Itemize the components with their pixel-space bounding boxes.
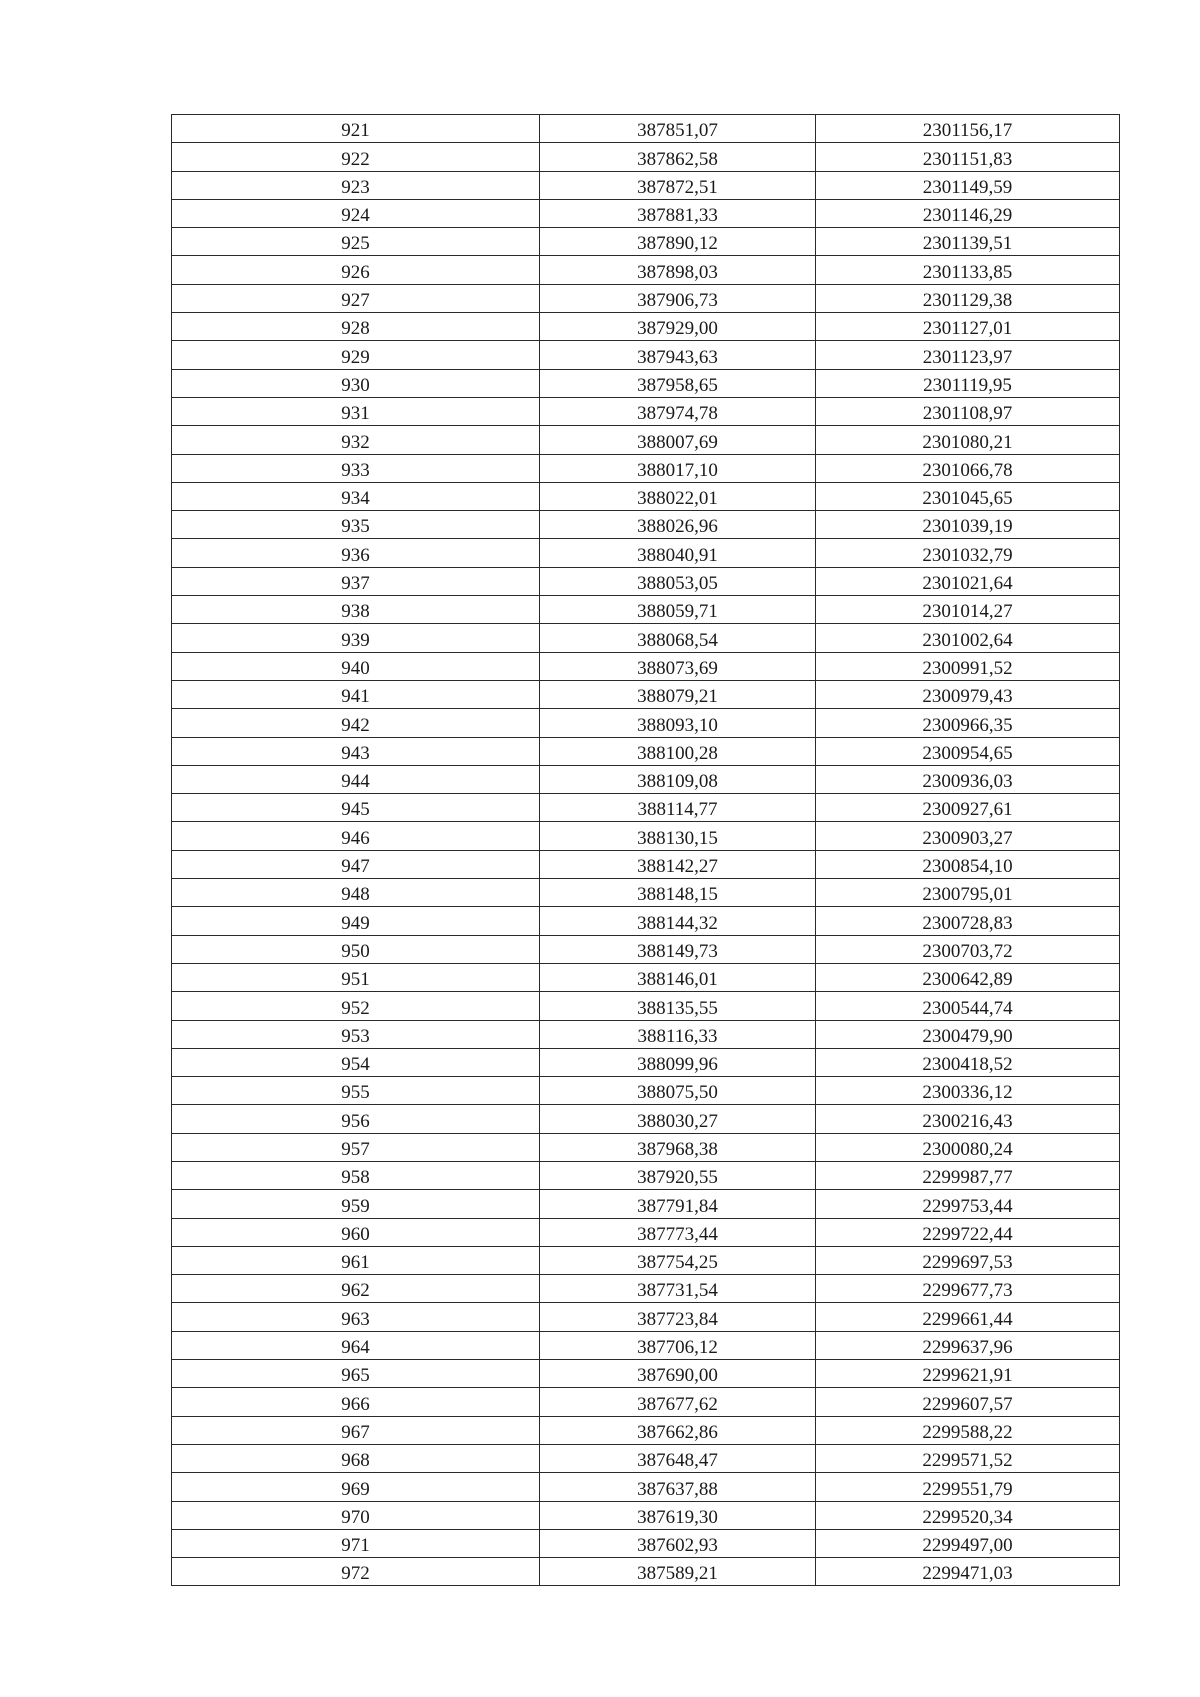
table-row	[172, 794, 1120, 822]
point-number-cell: 947	[172, 850, 540, 878]
table-row	[172, 935, 1120, 963]
y-coordinate-cell: 2301156,17	[816, 115, 1120, 143]
y-coordinate-cell: 2301045,65	[816, 482, 1120, 510]
x-coordinate-cell: 387906,73	[540, 284, 816, 312]
y-coordinate-cell: 2299987,77	[816, 1161, 1120, 1189]
x-coordinate-cell: 387648,47	[540, 1444, 816, 1472]
table-row	[172, 313, 1120, 341]
table-row	[172, 1020, 1120, 1048]
y-coordinate-cell: 2300854,10	[816, 850, 1120, 878]
x-coordinate-cell: 387731,54	[540, 1275, 816, 1303]
point-number-cell: 928	[172, 313, 540, 341]
table-row	[172, 1275, 1120, 1303]
y-coordinate-cell: 2301021,64	[816, 567, 1120, 595]
point-number-cell: 951	[172, 963, 540, 991]
y-coordinate-cell: 2300080,24	[816, 1133, 1120, 1161]
table-row	[172, 426, 1120, 454]
table-row	[172, 199, 1120, 227]
table-row	[172, 879, 1120, 907]
x-coordinate-cell: 387851,07	[540, 115, 816, 143]
y-coordinate-cell: 2300927,61	[816, 794, 1120, 822]
y-coordinate-cell: 2299607,57	[816, 1388, 1120, 1416]
point-number-cell: 966	[172, 1388, 540, 1416]
point-number-cell: 943	[172, 737, 540, 765]
table-row	[172, 1360, 1120, 1388]
table-row	[172, 1190, 1120, 1218]
y-coordinate-cell: 2300544,74	[816, 992, 1120, 1020]
table-row	[172, 737, 1120, 765]
point-number-cell: 962	[172, 1275, 540, 1303]
table-row	[172, 765, 1120, 793]
x-coordinate-cell: 388130,15	[540, 822, 816, 850]
point-number-cell: 955	[172, 1077, 540, 1105]
y-coordinate-cell: 2300703,72	[816, 935, 1120, 963]
point-number-cell: 921	[172, 115, 540, 143]
x-coordinate-cell: 388007,69	[540, 426, 816, 454]
point-number-cell: 945	[172, 794, 540, 822]
y-coordinate-cell: 2300979,43	[816, 680, 1120, 708]
y-coordinate-cell: 2299637,96	[816, 1331, 1120, 1359]
x-coordinate-cell: 387589,21	[540, 1558, 816, 1586]
y-coordinate-cell: 2299497,00	[816, 1529, 1120, 1557]
table-row	[172, 1105, 1120, 1133]
table-row	[172, 1473, 1120, 1501]
y-coordinate-cell: 2300216,43	[816, 1105, 1120, 1133]
y-coordinate-cell: 2299551,79	[816, 1473, 1120, 1501]
y-coordinate-cell: 2301151,83	[816, 143, 1120, 171]
table-row	[172, 1416, 1120, 1444]
table-row	[172, 143, 1120, 171]
y-coordinate-cell: 2301108,97	[816, 397, 1120, 425]
y-coordinate-cell: 2299661,44	[816, 1303, 1120, 1331]
table-row	[172, 482, 1120, 510]
table-row	[172, 1303, 1120, 1331]
point-number-cell: 942	[172, 709, 540, 737]
point-number-cell: 931	[172, 397, 540, 425]
x-coordinate-cell: 387791,84	[540, 1190, 816, 1218]
y-coordinate-cell: 2300991,52	[816, 652, 1120, 680]
x-coordinate-cell: 388093,10	[540, 709, 816, 737]
x-coordinate-cell: 388040,91	[540, 539, 816, 567]
y-coordinate-cell: 2301080,21	[816, 426, 1120, 454]
table-row	[172, 1218, 1120, 1246]
x-coordinate-cell: 388073,69	[540, 652, 816, 680]
x-coordinate-cell: 388100,28	[540, 737, 816, 765]
y-coordinate-cell: 2300642,89	[816, 963, 1120, 991]
table-row	[172, 256, 1120, 284]
table-row	[172, 511, 1120, 539]
point-number-cell: 952	[172, 992, 540, 1020]
y-coordinate-cell: 2300936,03	[816, 765, 1120, 793]
x-coordinate-cell: 388026,96	[540, 511, 816, 539]
point-number-cell: 936	[172, 539, 540, 567]
x-coordinate-cell: 387677,62	[540, 1388, 816, 1416]
x-coordinate-cell: 388149,73	[540, 935, 816, 963]
x-coordinate-cell: 387968,38	[540, 1133, 816, 1161]
point-number-cell: 956	[172, 1105, 540, 1133]
point-number-cell: 958	[172, 1161, 540, 1189]
x-coordinate-cell: 388068,54	[540, 624, 816, 652]
point-number-cell: 946	[172, 822, 540, 850]
y-coordinate-cell: 2301119,95	[816, 369, 1120, 397]
x-coordinate-cell: 387898,03	[540, 256, 816, 284]
y-coordinate-cell: 2301133,85	[816, 256, 1120, 284]
point-number-cell: 937	[172, 567, 540, 595]
point-number-cell: 949	[172, 907, 540, 935]
x-coordinate-cell: 388030,27	[540, 1105, 816, 1133]
y-coordinate-cell: 2300336,12	[816, 1077, 1120, 1105]
x-coordinate-cell: 387662,86	[540, 1416, 816, 1444]
point-number-cell: 965	[172, 1360, 540, 1388]
x-coordinate-cell: 387929,00	[540, 313, 816, 341]
point-number-cell: 930	[172, 369, 540, 397]
y-coordinate-cell: 2299588,22	[816, 1416, 1120, 1444]
table-row	[172, 1501, 1120, 1529]
table-row	[172, 341, 1120, 369]
y-coordinate-cell: 2300966,35	[816, 709, 1120, 737]
point-number-cell: 924	[172, 199, 540, 227]
x-coordinate-cell: 387958,65	[540, 369, 816, 397]
y-coordinate-cell: 2300954,65	[816, 737, 1120, 765]
x-coordinate-cell: 387723,84	[540, 1303, 816, 1331]
point-number-cell: 925	[172, 228, 540, 256]
table-row	[172, 1558, 1120, 1586]
y-coordinate-cell: 2299520,34	[816, 1501, 1120, 1529]
point-number-cell: 950	[172, 935, 540, 963]
y-coordinate-cell: 2300795,01	[816, 879, 1120, 907]
y-coordinate-cell: 2299697,53	[816, 1246, 1120, 1274]
y-coordinate-cell: 2301149,59	[816, 171, 1120, 199]
table-row	[172, 596, 1120, 624]
point-number-cell: 960	[172, 1218, 540, 1246]
point-number-cell: 961	[172, 1246, 540, 1274]
x-coordinate-cell: 388135,55	[540, 992, 816, 1020]
x-coordinate-cell: 388022,01	[540, 482, 816, 510]
point-number-cell: 935	[172, 511, 540, 539]
table-row	[172, 963, 1120, 991]
table-row	[172, 539, 1120, 567]
y-coordinate-cell: 2299753,44	[816, 1190, 1120, 1218]
y-coordinate-cell: 2300903,27	[816, 822, 1120, 850]
coordinates-table	[171, 114, 1120, 1586]
x-coordinate-cell: 388144,32	[540, 907, 816, 935]
table-row	[172, 115, 1120, 143]
x-coordinate-cell: 387974,78	[540, 397, 816, 425]
x-coordinate-cell: 388079,21	[540, 680, 816, 708]
point-number-cell: 940	[172, 652, 540, 680]
table-row	[172, 1529, 1120, 1557]
y-coordinate-cell: 2301129,38	[816, 284, 1120, 312]
point-number-cell: 927	[172, 284, 540, 312]
x-coordinate-cell: 388146,01	[540, 963, 816, 991]
x-coordinate-cell: 388017,10	[540, 454, 816, 482]
table-row	[172, 228, 1120, 256]
point-number-cell: 926	[172, 256, 540, 284]
point-number-cell: 967	[172, 1416, 540, 1444]
point-number-cell: 938	[172, 596, 540, 624]
point-number-cell: 939	[172, 624, 540, 652]
y-coordinate-cell: 2301146,29	[816, 199, 1120, 227]
coordinates-table-body	[172, 115, 1120, 1586]
y-coordinate-cell: 2301066,78	[816, 454, 1120, 482]
table-row	[172, 567, 1120, 595]
table-row	[172, 284, 1120, 312]
x-coordinate-cell: 388142,27	[540, 850, 816, 878]
table-row	[172, 1388, 1120, 1416]
table-row	[172, 624, 1120, 652]
x-coordinate-cell: 387881,33	[540, 199, 816, 227]
y-coordinate-cell: 2301002,64	[816, 624, 1120, 652]
table-row	[172, 1077, 1120, 1105]
x-coordinate-cell: 387619,30	[540, 1501, 816, 1529]
x-coordinate-cell: 388114,77	[540, 794, 816, 822]
table-row	[172, 1331, 1120, 1359]
x-coordinate-cell: 388148,15	[540, 879, 816, 907]
y-coordinate-cell: 2299621,91	[816, 1360, 1120, 1388]
point-number-cell: 933	[172, 454, 540, 482]
x-coordinate-cell: 387602,93	[540, 1529, 816, 1557]
table-row	[172, 1246, 1120, 1274]
table-row	[172, 709, 1120, 737]
y-coordinate-cell: 2301127,01	[816, 313, 1120, 341]
point-number-cell: 959	[172, 1190, 540, 1218]
y-coordinate-cell: 2299677,73	[816, 1275, 1120, 1303]
point-number-cell: 934	[172, 482, 540, 510]
table-row	[172, 992, 1120, 1020]
x-coordinate-cell: 387872,51	[540, 171, 816, 199]
table-row	[172, 1048, 1120, 1076]
point-number-cell: 948	[172, 879, 540, 907]
x-coordinate-cell: 388059,71	[540, 596, 816, 624]
point-number-cell: 971	[172, 1529, 540, 1557]
x-coordinate-cell: 387773,44	[540, 1218, 816, 1246]
point-number-cell: 972	[172, 1558, 540, 1586]
y-coordinate-cell: 2300418,52	[816, 1048, 1120, 1076]
table-row	[172, 680, 1120, 708]
x-coordinate-cell: 388099,96	[540, 1048, 816, 1076]
x-coordinate-cell: 387706,12	[540, 1331, 816, 1359]
x-coordinate-cell: 387862,58	[540, 143, 816, 171]
point-number-cell: 923	[172, 171, 540, 199]
table-row	[172, 397, 1120, 425]
point-number-cell: 922	[172, 143, 540, 171]
y-coordinate-cell: 2301039,19	[816, 511, 1120, 539]
x-coordinate-cell: 388053,05	[540, 567, 816, 595]
point-number-cell: 953	[172, 1020, 540, 1048]
point-number-cell: 968	[172, 1444, 540, 1472]
table-row	[172, 1161, 1120, 1189]
x-coordinate-cell: 388109,08	[540, 765, 816, 793]
table-row	[172, 652, 1120, 680]
point-number-cell: 954	[172, 1048, 540, 1076]
x-coordinate-cell: 388075,50	[540, 1077, 816, 1105]
y-coordinate-cell: 2301014,27	[816, 596, 1120, 624]
table-row	[172, 369, 1120, 397]
x-coordinate-cell: 387920,55	[540, 1161, 816, 1189]
x-coordinate-cell: 387690,00	[540, 1360, 816, 1388]
x-coordinate-cell: 387637,88	[540, 1473, 816, 1501]
y-coordinate-cell: 2299722,44	[816, 1218, 1120, 1246]
x-coordinate-cell: 387890,12	[540, 228, 816, 256]
table-row	[172, 171, 1120, 199]
point-number-cell: 944	[172, 765, 540, 793]
y-coordinate-cell: 2301139,51	[816, 228, 1120, 256]
point-number-cell: 969	[172, 1473, 540, 1501]
table-row	[172, 454, 1120, 482]
y-coordinate-cell: 2301123,97	[816, 341, 1120, 369]
y-coordinate-cell: 2301032,79	[816, 539, 1120, 567]
x-coordinate-cell: 387754,25	[540, 1246, 816, 1274]
point-number-cell: 970	[172, 1501, 540, 1529]
table-row	[172, 907, 1120, 935]
y-coordinate-cell: 2300479,90	[816, 1020, 1120, 1048]
table-row	[172, 822, 1120, 850]
y-coordinate-cell: 2300728,83	[816, 907, 1120, 935]
y-coordinate-cell: 2299571,52	[816, 1444, 1120, 1472]
y-coordinate-cell: 2299471,03	[816, 1558, 1120, 1586]
table-row	[172, 1444, 1120, 1472]
point-number-cell: 963	[172, 1303, 540, 1331]
point-number-cell: 941	[172, 680, 540, 708]
point-number-cell: 932	[172, 426, 540, 454]
x-coordinate-cell: 388116,33	[540, 1020, 816, 1048]
table-row	[172, 1133, 1120, 1161]
point-number-cell: 957	[172, 1133, 540, 1161]
point-number-cell: 964	[172, 1331, 540, 1359]
point-number-cell: 929	[172, 341, 540, 369]
x-coordinate-cell: 387943,63	[540, 341, 816, 369]
table-row	[172, 850, 1120, 878]
